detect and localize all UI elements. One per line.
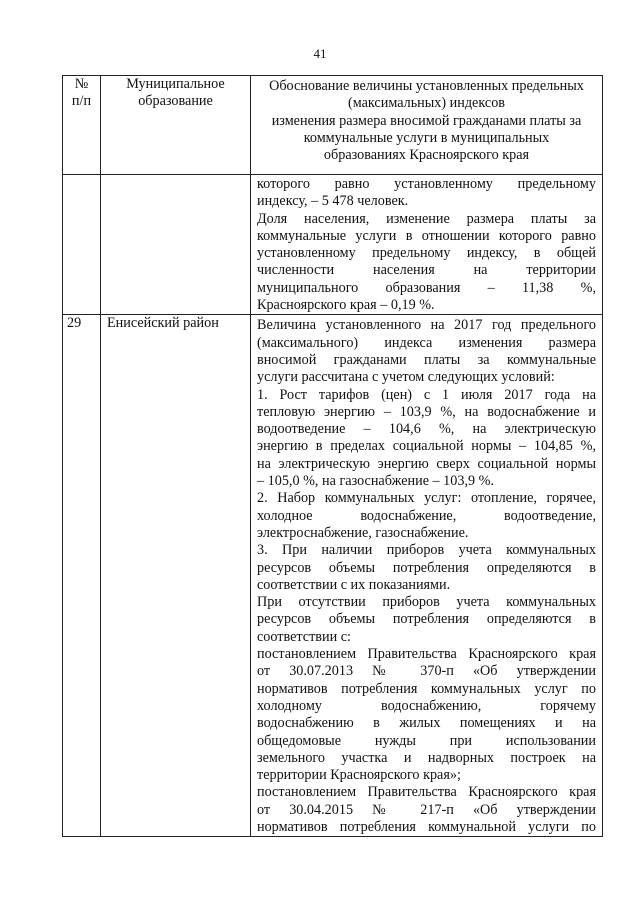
text-line: энергию в пределах социальной нормы – 104,85 %,	[257, 438, 596, 455]
text-line: земельного участка и надворных построек на	[257, 749, 596, 766]
text-line: ресурсов объемы потребления определяются в	[257, 559, 596, 576]
text-line: холодное водоснабжение, водоотведение,	[257, 507, 596, 524]
continued-number-cell	[63, 175, 101, 315]
header-justification-line-2: (максимальных) индексов	[347, 95, 505, 112]
row-text-cell	[251, 315, 603, 837]
justification-table	[62, 75, 603, 837]
text-line: от 30.07.2013 № 370-п «Об утверждении	[257, 663, 596, 680]
row-municipality-cell: Енисейский район	[101, 315, 251, 837]
text-line: Величина установленного на 2017 год предельного	[257, 317, 596, 334]
header-justification-line-5: образованиях Красноярского края	[323, 147, 530, 164]
text-line: услуги рассчитана с учетом следующих условий:	[257, 369, 555, 386]
header-municipality-line-1: Муниципальное	[126, 76, 225, 92]
text-line: индексу, – 5 478 человек.	[257, 193, 409, 210]
text-line: соответствии с:	[257, 628, 351, 645]
row-number-cell: 29	[63, 315, 101, 837]
text-line: холодному водоснабжению, горячему	[257, 697, 596, 714]
text-line: 1. Рост тарифов (цен) с 1 июля 2017 года на	[257, 386, 596, 403]
text-line: тепловую энергию – 103,9 %, на водоснабжение и	[257, 403, 596, 420]
text-line: численности населения на территории	[257, 262, 596, 279]
table-row-continued	[63, 175, 603, 315]
text-line: постановлением Правительства Красноярского края	[257, 646, 596, 663]
text-line: (максимального) индекса изменения размера	[257, 334, 596, 351]
text-line: 2. Набор коммунальных услуг: отопление, горячее,	[257, 490, 596, 507]
text-line: муниципального образования – 11,38 %,	[257, 279, 596, 296]
text-line: общедомовые нужды при использовании	[257, 732, 596, 749]
header-number-line-1: №	[74, 76, 89, 92]
page-number: 41	[313, 46, 327, 61]
text-line: ресурсов объемы потребления определяются в	[257, 611, 596, 628]
text-line: соответствии с их показаниями.	[257, 576, 451, 593]
header-justification-line-3: изменения размера вносимой гражданами платы за	[271, 112, 582, 129]
text-line: Доля населения, изменение размера платы за	[257, 210, 596, 227]
table-header-row	[63, 76, 603, 175]
continued-municipality-cell	[101, 175, 251, 315]
text-line: 3. При наличии приборов учета коммунальных	[257, 542, 596, 559]
text-line: установленному предельному индексу, в общей	[257, 245, 596, 262]
header-justification-cell	[251, 76, 603, 175]
text-line: коммунальные услуги в отношении которого равно	[257, 227, 596, 244]
header-justification-line-4: коммунальные услуги в муниципальных	[303, 129, 550, 146]
text-line: территории Красноярского края»;	[257, 767, 461, 784]
header-justification-line-1: Обоснование величины установленных предельных	[269, 78, 584, 94]
header-number-line-2: п/п	[71, 93, 92, 110]
text-line: При отсутствии приборов учета коммунальных	[257, 594, 596, 611]
continued-text-cell	[251, 175, 603, 315]
text-line: водоснабжению в жилых помещениях и на	[257, 715, 596, 732]
text-line: нормативов потребления коммунальной услуги по	[257, 818, 596, 835]
text-line: вносимой гражданами платы за коммунальные	[257, 351, 596, 368]
header-number-cell	[63, 76, 101, 175]
text-line: на электрическую энергию сверх социальной нормы	[257, 455, 596, 472]
text-line: от 30.04.2015 № 217-п «Об утверждении	[257, 801, 596, 818]
text-line: которого равно установленному предельному	[257, 176, 596, 192]
text-line: водоотведение – 104,6 %, на электрическую	[257, 421, 596, 438]
text-line: постановлением Правительства Красноярского края	[257, 784, 596, 801]
header-municipality-cell	[101, 76, 251, 175]
text-line: – 105,0 %, на газоснабжение – 103,9 %.	[257, 473, 495, 490]
text-line: Красноярского края – 0,19 %.	[257, 297, 435, 314]
text-line: нормативов потребления коммунальных услуг по	[257, 680, 596, 697]
text-line: электроснабжение, газоснабжение.	[257, 524, 469, 541]
table-row-29	[63, 315, 603, 837]
header-municipality-line-2: образование	[138, 93, 213, 110]
